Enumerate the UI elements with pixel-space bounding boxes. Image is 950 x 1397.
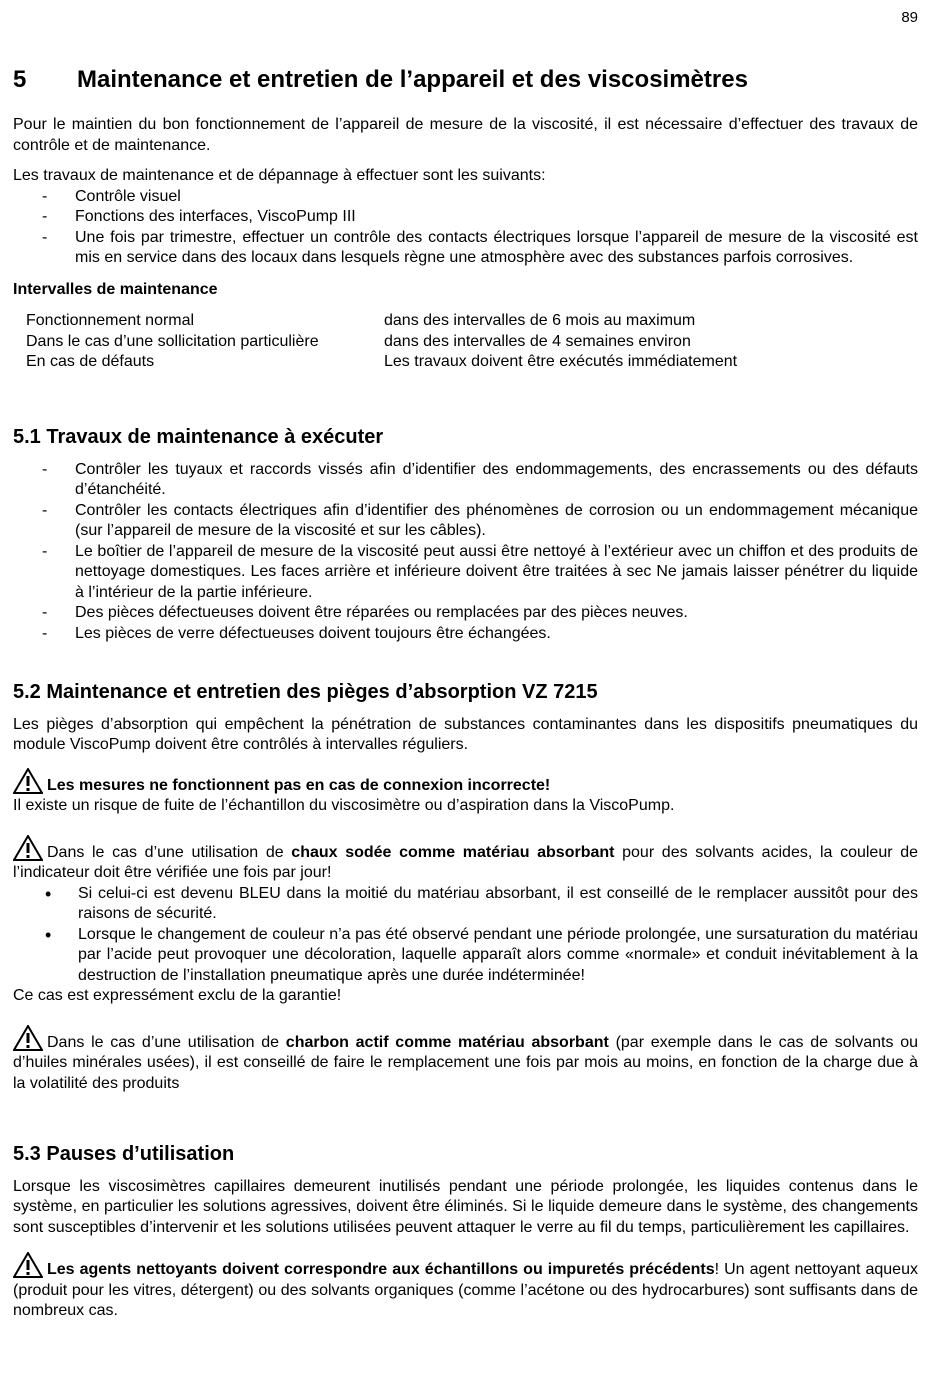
section-5-1-list bbox=[13, 460, 918, 645]
section-5-3 bbox=[13, 1144, 918, 1322]
intro-list bbox=[13, 187, 918, 269]
list-item: • Si celui-ci est devenu BLEU dans la moitié du matériau absorbant, il est conseillé de le remplacer aussitôt pour des raisons de sécurité. bbox=[13, 884, 918, 925]
list-item: - Contrôler les tuyaux et raccords vissés afin d’identifier des endommagements, des encrassements ou des défauts d’étanchéité. bbox=[13, 460, 918, 501]
section-5-2-heading: 5.2 Maintenance et entretien des pièges d’absorption VZ 7215 bbox=[13, 681, 598, 703]
warning-triangle-icon bbox=[13, 768, 43, 794]
page-number: 89 bbox=[901, 9, 918, 26]
list-item: - Contrôler les contacts électriques afin d’identifier des phénomènes de corrosion ou un endommagement mécanique (sur l’appareil de mesure de la viscosité et sur les câbles). bbox=[13, 501, 918, 542]
section-5-2 bbox=[13, 682, 918, 1094]
warning-3-text-a: Dans le cas d’une utilisation de bbox=[47, 1033, 286, 1051]
warning-2-list bbox=[13, 884, 918, 987]
list-item: - Contrôle visuel bbox=[13, 187, 918, 208]
chapter-title-text: Maintenance et entretien de l’appareil et des viscosimètres bbox=[77, 66, 748, 93]
section-5-1-heading: 5.1 Travaux de maintenance à exécuter bbox=[13, 426, 384, 448]
chapter-number: 5 bbox=[13, 66, 27, 93]
intro-paragraph-2: Les travaux de maintenance et de dépannage à effectuer sont les suivants: bbox=[13, 167, 546, 184]
intro-section bbox=[13, 115, 918, 373]
intro-paragraph-1: Pour le maintien du bon fonctionnement de l’appareil de mesure de la viscosité, il est nécessaire d’effectuer des travaux de contrôle et de maintenance. bbox=[13, 116, 918, 154]
warning-4-bold: Les agents nettoyants doivent correspondre aux échantillons ou impuretés précédents bbox=[47, 1261, 715, 1278]
warning-triangle-icon bbox=[13, 1252, 43, 1278]
table-row bbox=[26, 311, 737, 332]
intervals-table bbox=[26, 311, 737, 373]
interval-value: dans des intervalles de 4 semaines environ bbox=[384, 332, 691, 350]
section-5-3-heading: 5.3 Pauses d’utilisation bbox=[13, 1143, 235, 1165]
list-item: • Lorsque le changement de couleur n’a pas été observé pendant une période prolongée, une sursaturation du matériau par l’acide peut provoquer une décoloration, laquelle apparaît alors comme «normale» et conduit inévitablement à la destruction de l’installation pneumatique après une durée indéterminée! bbox=[13, 925, 918, 987]
interval-condition: En cas de défauts bbox=[26, 353, 155, 370]
warning-2-text-a: Dans le cas d’une utilisation de bbox=[47, 843, 292, 861]
table-row bbox=[26, 332, 737, 353]
warning-1-text: Il existe un risque de fuite de l’échantillon du viscosimètre ou d’aspiration dans la ViscoPump. bbox=[13, 797, 675, 814]
warning-triangle-icon bbox=[13, 835, 43, 861]
warning-4-text: Un agent nettoyant aqueux (produit pour les vitres, détergent) ou des solvants organiques (comme l’acétone ou des hydrocarbures) sont suffisants dans de nombreux cas. bbox=[13, 1261, 918, 1319]
intervals-heading: Intervalles de maintenance bbox=[13, 280, 218, 298]
list-item: - Les pièces de verre défectueuses doivent toujours être échangées. bbox=[13, 624, 918, 645]
interval-condition: Fonctionnement normal bbox=[26, 312, 195, 329]
warning-2-bold: chaux sodée comme matériau absorbant bbox=[291, 843, 615, 861]
chapter-title bbox=[13, 66, 748, 93]
section-5-3-paragraph: Lorsque les viscosimètres capillaires demeurent inutilisés pendant une période prolongée, les liquides contenus dans le système, en particulier les solutions agressives, doivent être éliminés. Si le liquide demeure dans le système, des changements sont susceptibles d’intervenir et les solutions utilisées peuvent attaquer le verre au fil du temps, particulièrement les capillaires. bbox=[13, 1177, 918, 1236]
warning-block-4 bbox=[13, 1252, 918, 1322]
table-row bbox=[26, 352, 737, 373]
warranty-note: Ce cas est expressément exclu de la garantie! bbox=[13, 987, 342, 1004]
warning-2-text-b: pour des solvants acides, la couleur de l’indicateur doit être vérifiée une fois par jour! bbox=[13, 843, 918, 881]
warning-3-bold: charbon actif comme matériau absorbant bbox=[285, 1033, 609, 1051]
warning-3-text-b: (par exemple dans le cas de solvants ou d’huiles minérales usées), il est conseillé de faire le remplacement une fois par mois au moins, en fonction de la charge due à la volatilité des produits bbox=[13, 1033, 919, 1092]
warning-1-title: Les mesures ne fonctionnent pas en cas de connexion incorrecte! bbox=[47, 776, 551, 794]
section-5-2-paragraph: Les pièges d’absorption qui empêchent la pénétration de substances contaminantes dans les dispositifs pneumatiques du module ViscoPump doivent être contrôlés à intervalles réguliers. bbox=[13, 715, 918, 753]
warning-block-1 bbox=[13, 768, 918, 817]
list-item: - Une fois par trimestre, effectuer un contrôle des contacts électriques lorsque l’appareil de mesure de la viscosité est mis en service dans des locaux dans lesquels règne une atmosphère avec des substances parfois corrosives. bbox=[13, 228, 918, 269]
warning-4-exclamation: ! bbox=[714, 1261, 720, 1278]
warning-block-2 bbox=[13, 835, 918, 1007]
list-item: - Des pièces défectueuses doivent être réparées ou remplacées par des pièces neuves. bbox=[13, 603, 918, 624]
list-item: - Le boîtier de l’appareil de mesure de la viscosité peut aussi être nettoyé à l’extérieur avec un chiffon et des produits de nettoyage domestiques. Les faces arrière et inférieure doivent être traitées à sec Ne jamais laisser pénétrer du liquide à l’intérieur de la partie inférieure. bbox=[13, 542, 918, 604]
interval-value: Les travaux doivent être exécutés immédiatement bbox=[384, 353, 738, 370]
warning-triangle-icon bbox=[13, 1025, 43, 1051]
list-item: - Fonctions des interfaces, ViscoPump III bbox=[13, 207, 918, 228]
section-5-1 bbox=[13, 427, 918, 644]
interval-value: dans des intervalles de 6 mois au maximum bbox=[384, 312, 696, 329]
interval-condition: Dans le cas d’une sollicitation particulière bbox=[26, 332, 319, 350]
warning-block-3 bbox=[13, 1025, 918, 1095]
